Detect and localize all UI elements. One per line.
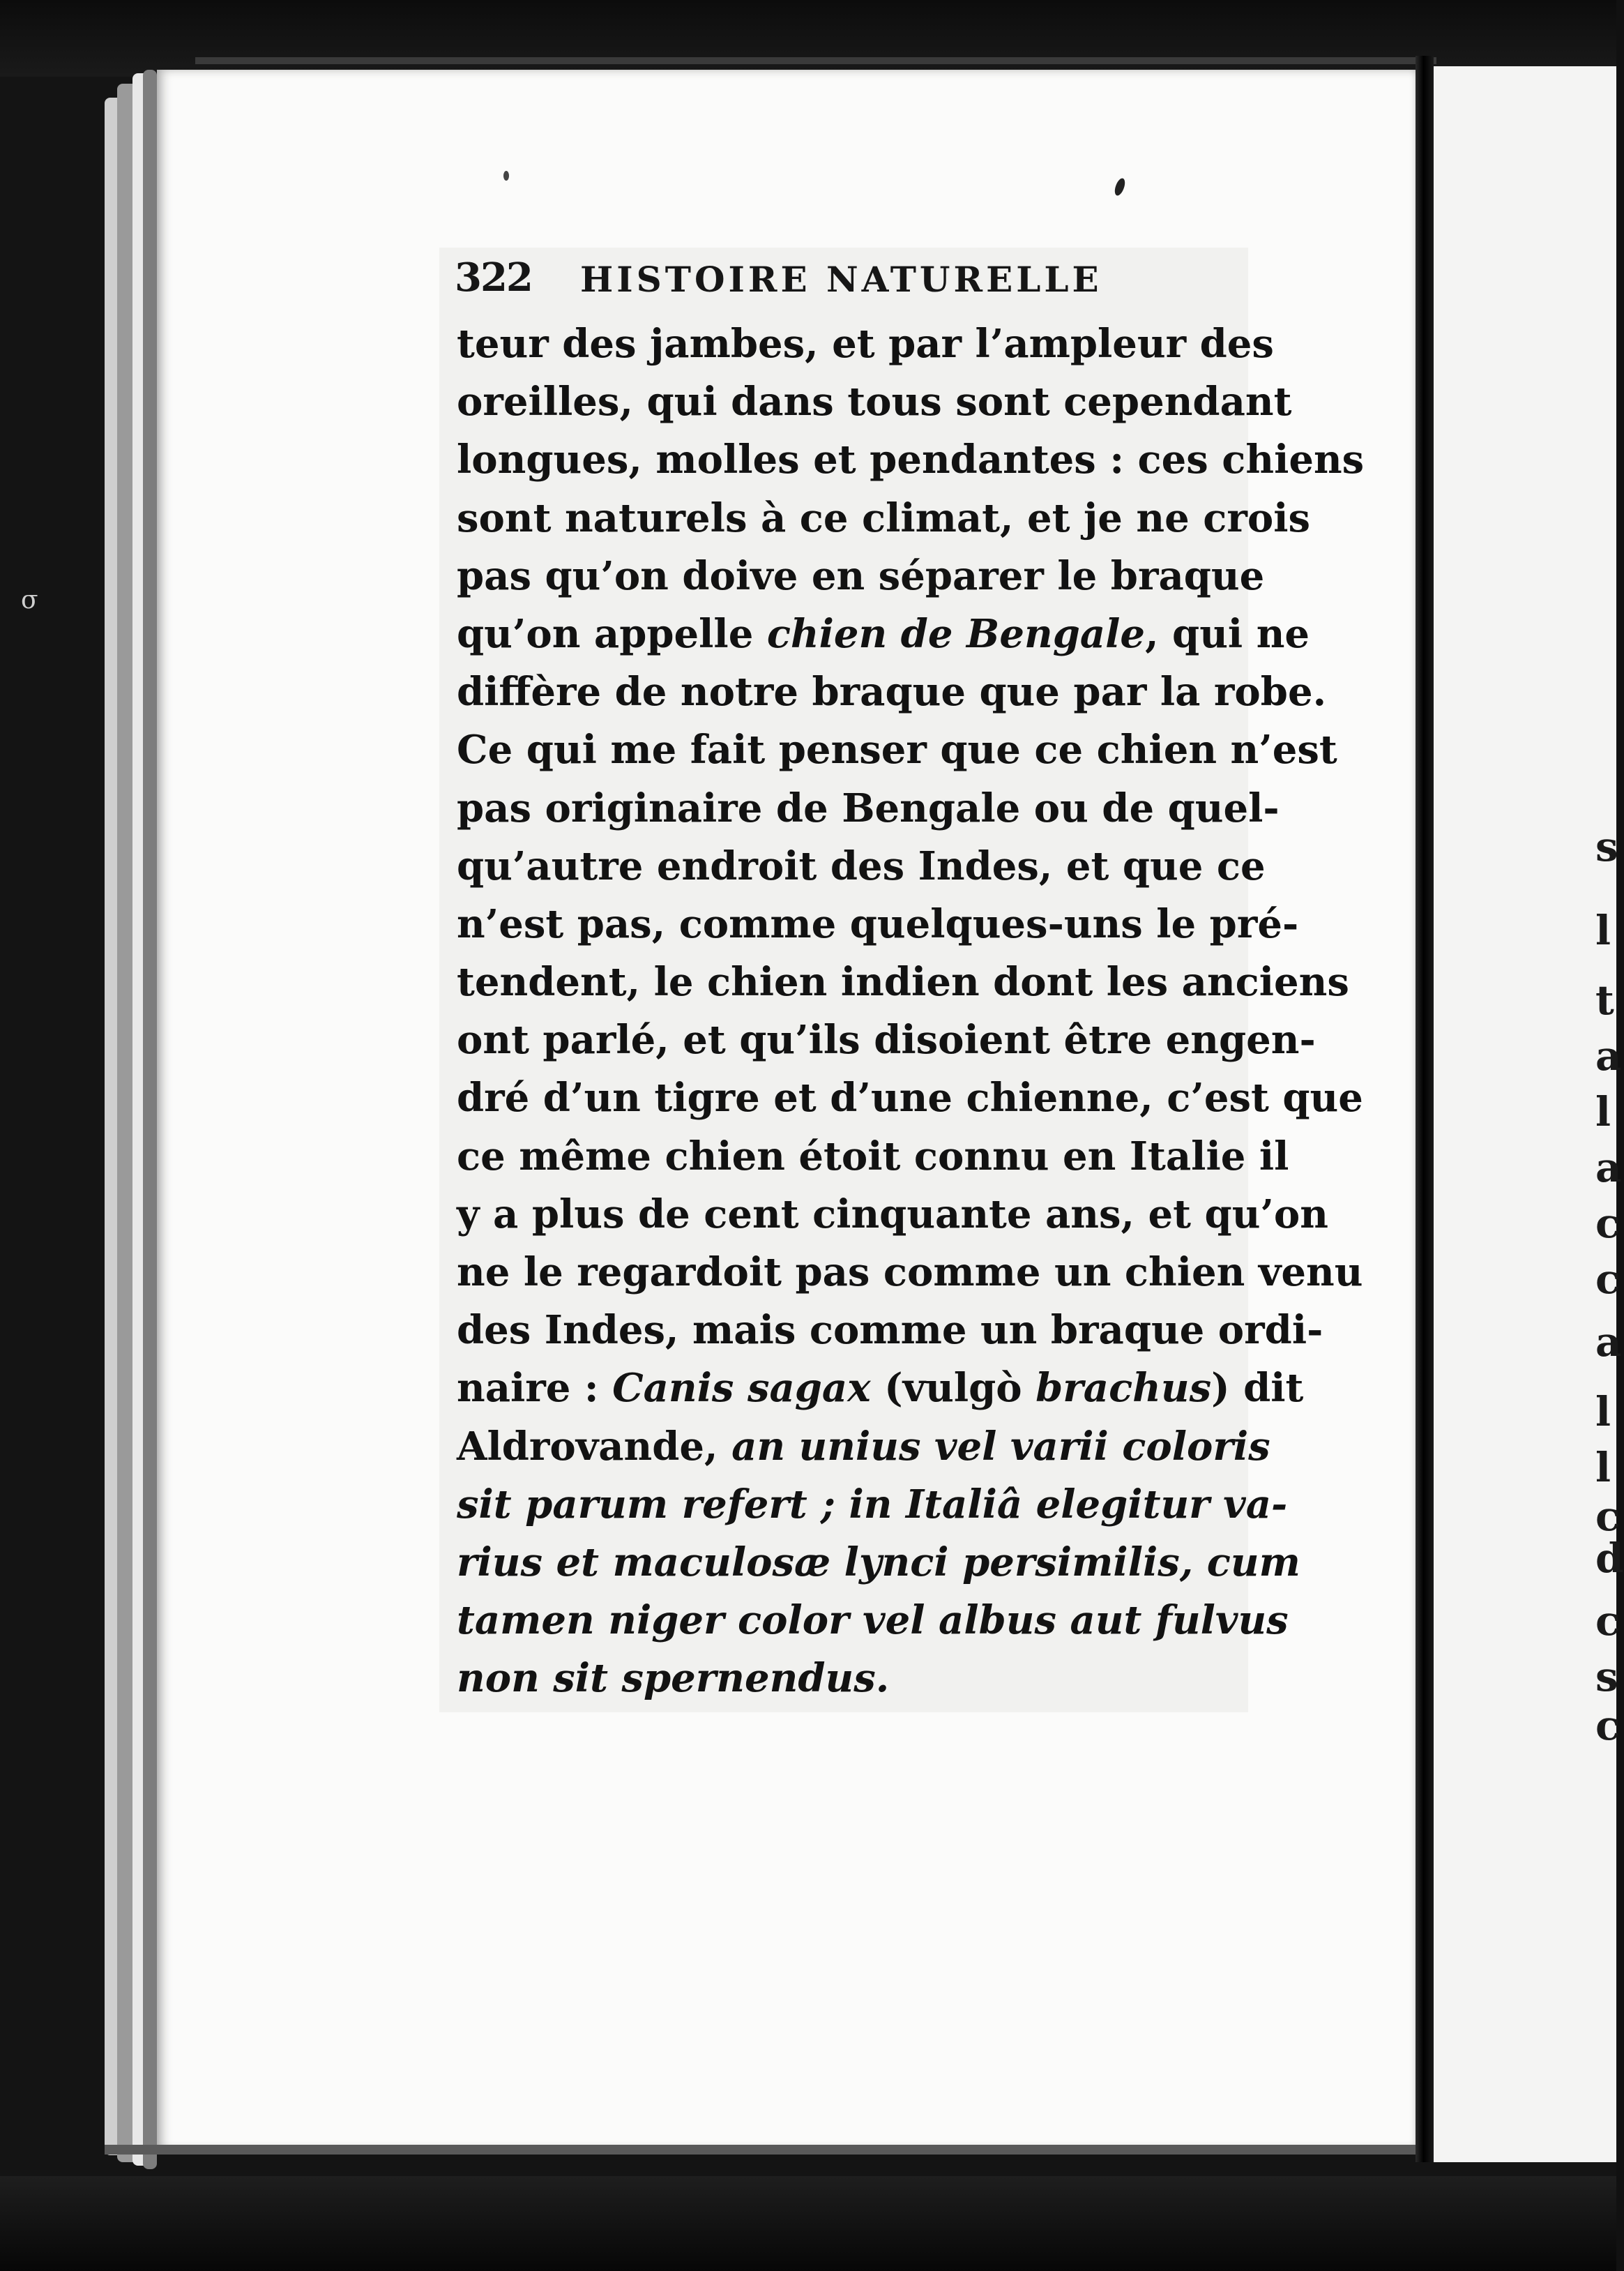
text-line	[457, 315, 1274, 373]
facing-page-glyph: a	[1595, 1032, 1622, 1080]
roman-text: (vulgò	[870, 1365, 1036, 1412]
facing-page-glyph: s	[1595, 1653, 1618, 1700]
text-line	[457, 373, 1292, 431]
scan-background-bottom	[0, 2176, 1616, 2271]
text-line	[457, 1476, 1288, 1534]
italic-text: Canis sagax	[612, 1365, 871, 1412]
roman-text: des Indes, mais comme un braque ordi-	[457, 1307, 1323, 1354]
roman-text: diffère de notre braque que par la robe.	[457, 669, 1327, 716]
italic-text: tamen niger color vel albus aut fulvus	[457, 1597, 1289, 1644]
roman-text: dré d’un tigre et d’une chienne, c’est que	[457, 1075, 1363, 1122]
roman-text: , qui ne	[1145, 610, 1310, 657]
text-line	[457, 780, 1280, 838]
roman-text: y a plus de cent cinquante ans, et qu’on	[457, 1191, 1328, 1237]
facing-page-glyph: c	[1595, 1702, 1621, 1749]
facing-page-glyph: c	[1595, 1255, 1621, 1303]
facing-page-glyph: c	[1595, 1597, 1621, 1645]
roman-text: qu’on appelle	[457, 610, 767, 657]
margin-mark: σ	[21, 586, 38, 614]
italic-text: sit parum refert ; in Italiâ elegitur va-	[457, 1481, 1288, 1527]
roman-text: ont parlé, et qu’ils disoient être engen-	[457, 1017, 1316, 1064]
text-line	[457, 605, 1310, 663]
facing-page-glyph: a	[1595, 1318, 1622, 1366]
roman-text: ce même chien étoit connu en Italie il	[457, 1133, 1289, 1179]
text-line	[457, 548, 1265, 605]
facing-page-glyph: l	[1595, 1088, 1611, 1136]
roman-text: qu’autre endroit des Indes, et que ce	[457, 843, 1266, 889]
roman-text: sont naturels à ce climat, et je ne crois	[457, 495, 1310, 541]
text-line	[457, 663, 1327, 721]
page-bottom-edge	[105, 2145, 1429, 2155]
facing-page-glyph: t	[1595, 976, 1614, 1024]
ink-speck	[503, 171, 509, 181]
book-gutter	[1416, 56, 1434, 2162]
text-line	[457, 1244, 1363, 1302]
facing-page-glyph: l	[1595, 907, 1611, 954]
facing-page	[1434, 66, 1624, 2162]
roman-text: naire :	[457, 1365, 613, 1412]
text-line	[457, 1534, 1300, 1592]
text-line	[457, 896, 1299, 953]
text-line	[457, 1128, 1289, 1186]
italic-text: an unius vel varii coloris	[731, 1423, 1270, 1470]
roman-text: longues, molles et pendantes : ces chiens	[457, 437, 1365, 483]
facing-page-glyph: a	[1595, 1144, 1622, 1191]
running-head-title: HISTOIRE NATURELLE	[580, 259, 1102, 300]
text-line	[457, 838, 1266, 896]
text-line	[457, 431, 1365, 489]
text-line	[457, 1011, 1316, 1069]
italic-text: non sit spernendus.	[457, 1655, 890, 1702]
roman-text: ) dit	[1211, 1365, 1304, 1412]
scan-background-top	[0, 0, 1616, 77]
roman-text: pas qu’on doive en séparer le braque	[457, 552, 1265, 599]
text-line	[457, 1069, 1363, 1127]
text-line	[457, 1186, 1328, 1244]
text-line	[457, 1359, 1304, 1417]
facing-page-glyph: c	[1595, 1200, 1621, 1247]
body-text	[457, 315, 1365, 1708]
italic-text: brachus	[1035, 1365, 1212, 1412]
facing-page-glyph: l	[1595, 1388, 1611, 1435]
page-top-edge	[195, 57, 1436, 64]
text-line	[457, 490, 1310, 548]
text-line	[457, 1418, 1270, 1476]
roman-text: teur des jambes, et par l’ampleur des	[457, 321, 1274, 367]
italic-text: rius et maculosæ lynci persimilis, cum	[457, 1539, 1300, 1585]
roman-text: Ce qui me fait penser que ce chien n’est	[457, 727, 1337, 774]
facing-page-glyph: s	[1595, 823, 1618, 870]
roman-text: tendent, le chien indien dont les anciens	[457, 959, 1349, 1006]
roman-text: Aldrovande,	[457, 1423, 732, 1470]
running-head	[455, 255, 1250, 310]
italic-text: chien de Bengale	[766, 610, 1146, 657]
text-line	[457, 1302, 1323, 1359]
roman-text: ne le regardoit pas comme un chien venu	[457, 1249, 1363, 1295]
facing-page-glyph: l	[1595, 1444, 1611, 1491]
roman-text: pas originaire de Bengale ou de quel-	[457, 785, 1280, 831]
roman-text: n’est pas, comme quelques-uns le pré-	[457, 900, 1299, 947]
text-line	[457, 953, 1349, 1011]
text-line	[457, 1650, 1241, 1707]
page-number: 322	[455, 255, 532, 301]
facing-page-glyph: c	[1595, 1493, 1621, 1540]
text-line	[457, 721, 1337, 779]
facing-page-glyph: d	[1595, 1534, 1624, 1582]
roman-text: oreilles, qui dans tous sont cependant	[457, 379, 1292, 425]
text-line	[457, 1592, 1289, 1650]
page-edge	[143, 70, 157, 2169]
